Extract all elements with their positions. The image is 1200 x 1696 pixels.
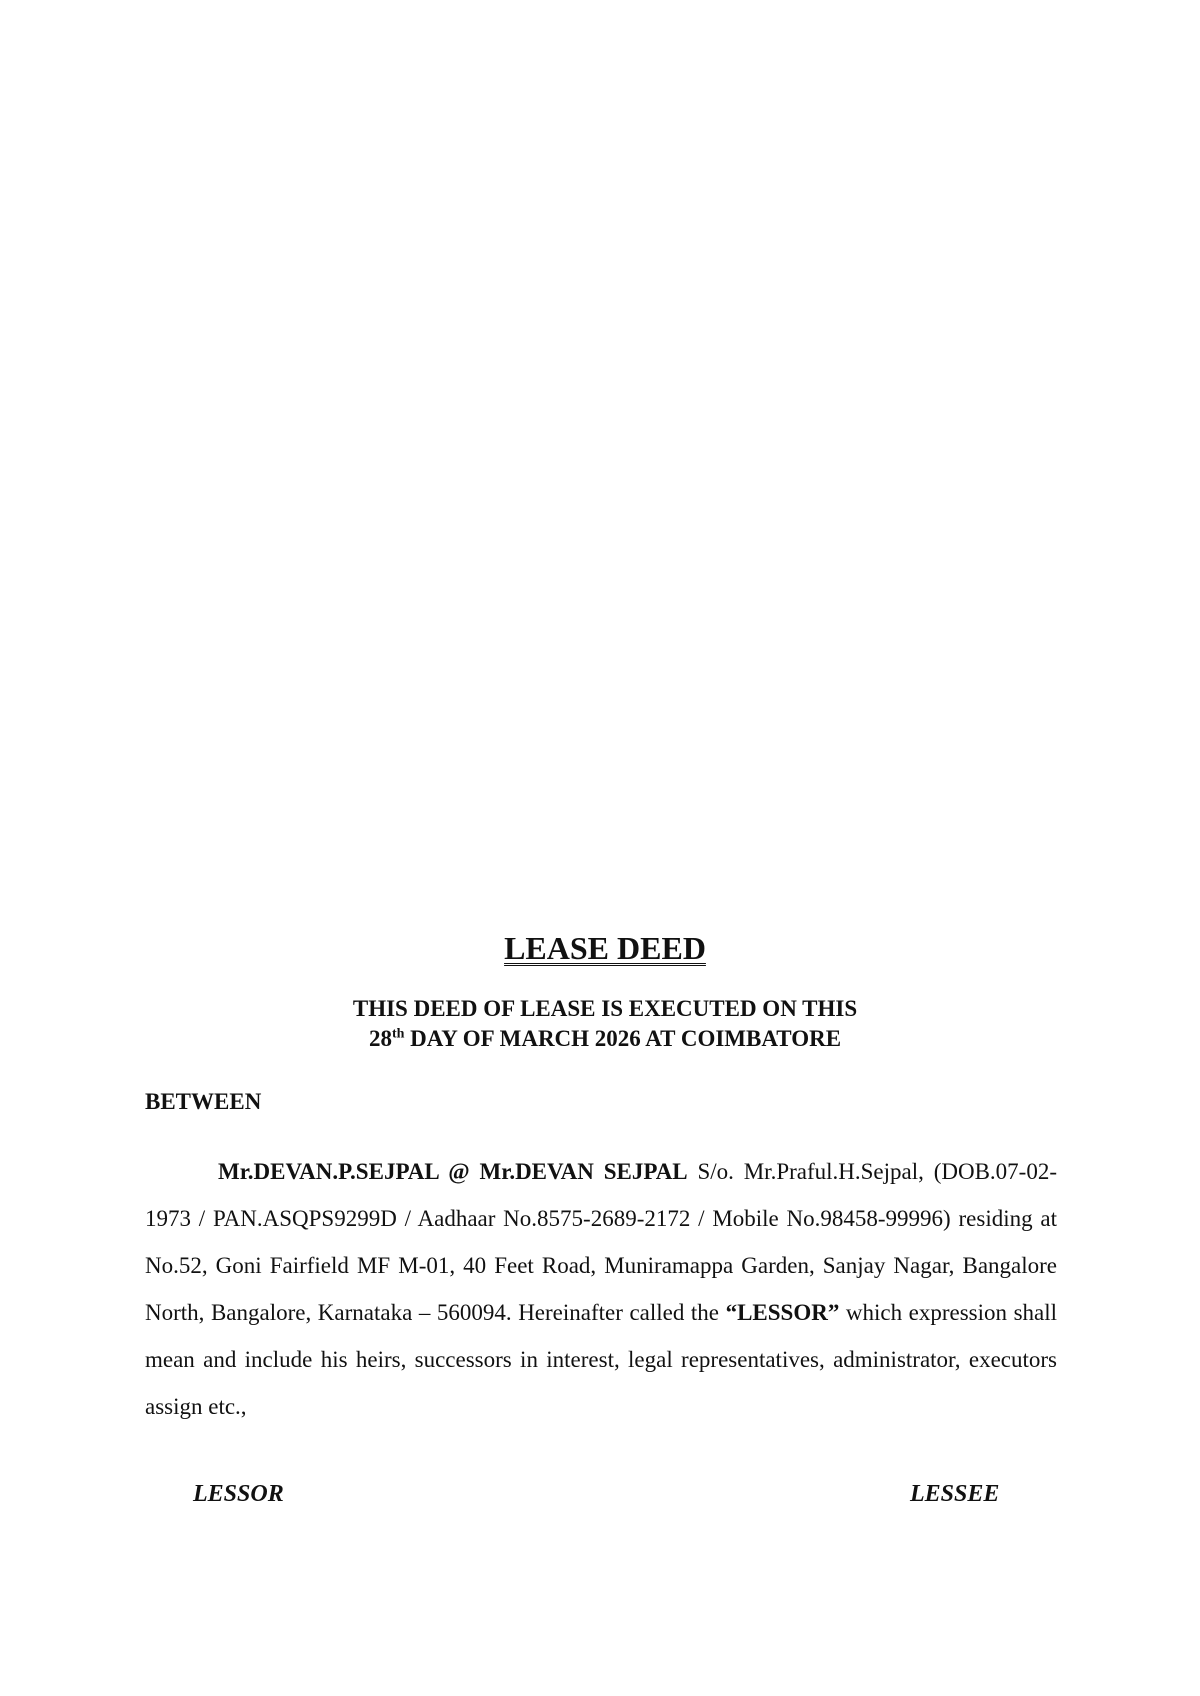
execution-line-1: THIS DEED OF LEASE IS EXECUTED ON THIS — [352, 996, 858, 1021]
lessee-signature-label: LESSEE — [910, 1481, 1000, 1507]
lessor-details-part-1: S/o. Mr.Praful.H.Sejpal, (DOB.07-02-1973 / PAN.ASQPS9299D / Aadhaar No.8575-2689-2172 / Mobile No.98458-99996) residing at No.52, Goni Fairfield MF M-01, 40 Feet Road, Muniramappa Garden, Sanjay Nagar, Bangalore North, Bangalore, Karnataka – 560094. Hereinafter called the — [145, 1159, 1057, 1325]
lessor-signature-label: LESSOR — [193, 1481, 284, 1507]
execution-day: 28 — [368, 1026, 392, 1051]
lessor-term: “LESSOR” — [725, 1300, 840, 1325]
execution-day-suffix: th — [391, 1026, 405, 1042]
lessor-name: Mr.DEVAN.P.SEJPAL @ Mr.DEVAN SEJPAL — [218, 1159, 688, 1184]
document-title — [0, 928, 1200, 968]
execution-line-2 — [0, 1024, 1200, 1054]
lessor-paragraph — [145, 1148, 1057, 1430]
lessor-details-part-2: which expression shall mean and include his heirs, successors in interest, legal representatives, administrator, executors assign etc., — [145, 1300, 1058, 1419]
document-title-text: LEASE DEED — [504, 930, 706, 966]
execution-date-place: DAY OF MARCH 2026 AT COIMBATORE — [404, 1026, 842, 1051]
between-heading: BETWEEN — [145, 1089, 262, 1114]
